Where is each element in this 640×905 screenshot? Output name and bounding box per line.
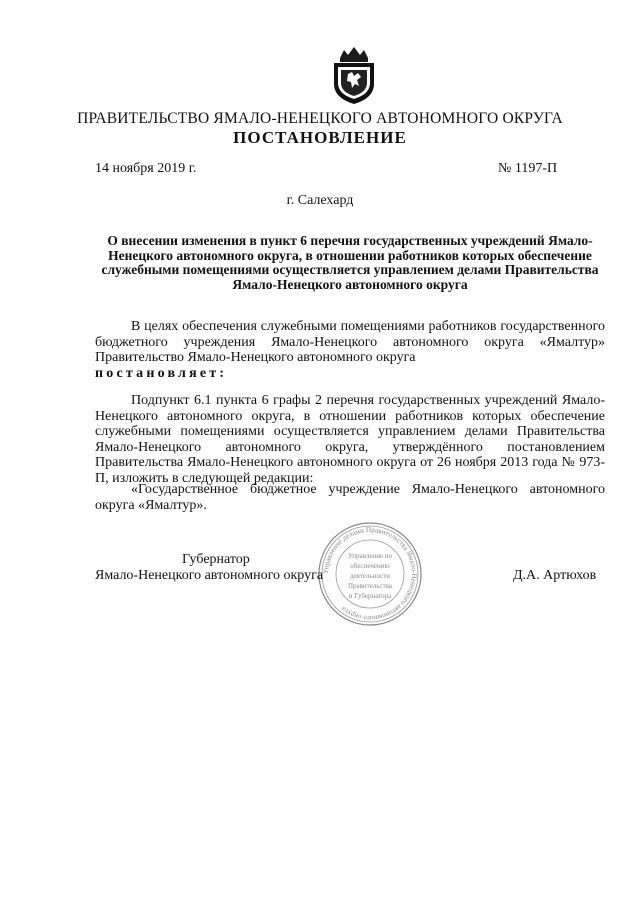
signatory-title: Губернатор bbox=[182, 552, 250, 567]
paragraph-preamble: В целях обеспечения служебными помещениями работников государственного бюджетного учреждения Ямало-Ненецкого автономного округа «Ямалтур» Правительство Ямало-Ненецкого автономного округа bbox=[95, 319, 605, 365]
document-city: г. Салехард bbox=[286, 193, 354, 208]
signatory-name: Д.А. Артюхов bbox=[513, 568, 597, 583]
document-date: 14 ноября 2019 г. bbox=[95, 161, 197, 176]
coat-of-arms-emblem bbox=[330, 44, 378, 106]
government-name: ПРАВИТЕЛЬСТВО ЯМАЛО-НЕНЕЦКОГО АВТОНОМНОГО ОКРУГА bbox=[77, 110, 563, 127]
document-type-title: ПОСТАНОВЛЕНИЕ bbox=[233, 128, 407, 147]
stamp-line-4: Правительства bbox=[347, 582, 393, 590]
stamp-line-5: и Губернатора bbox=[348, 592, 392, 600]
document-number: № 1197-П bbox=[498, 161, 558, 176]
paragraph-new-wording: «Государственное бюджетное учреждение Ямало-Ненецкого автономного округа «Ямалтур». bbox=[95, 482, 605, 513]
document-heading: О внесении изменения в пункт 6 перечня государственных учреждений Ямало-Ненецкого автономного округа, в отношении работников которых обеспечение служебными помещениями осуществляется управлением делами Правительства Ямало-Ненецкого автономного округа bbox=[101, 233, 599, 292]
paragraph-amendment: Подпункт 6.1 пункта 6 графы 2 перечня государственных учреждений Ямало-Ненецкого автономного округа, в отношении работников которых обеспечение служебными помещениями осуществляется управлением делами Правительства Ямало-Ненецкого автономного округа, утверждённого постановлением Правительства Ямало-Ненецкого автономного округа от 26 ноября 2013 года № 973-П, изложить в следующей редакции: bbox=[95, 393, 605, 486]
stamp-line-3: деятельности bbox=[349, 572, 391, 580]
signatory-region: Ямало-Ненецкого автономного округа bbox=[95, 568, 324, 583]
official-stamp bbox=[316, 520, 424, 628]
stamp-line-2: обеспечению bbox=[350, 562, 390, 570]
decree-word: постановляет: bbox=[95, 366, 228, 381]
stamp-line-1: Управление по bbox=[347, 552, 393, 560]
stamp-outer-text: Управление делами Правительства Ямало-Ненецкого автономного округа bbox=[321, 525, 419, 623]
